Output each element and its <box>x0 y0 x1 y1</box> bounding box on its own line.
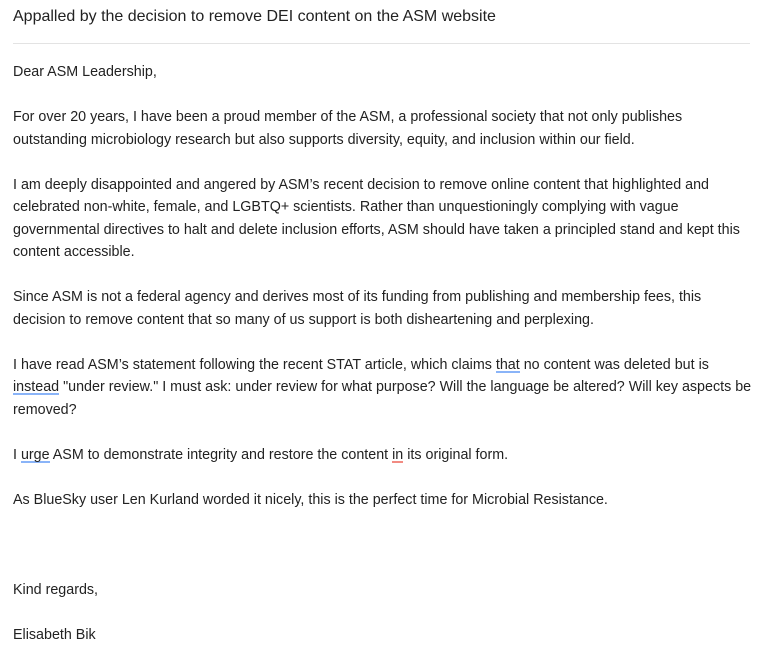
paragraph-4-text-a: I have read ASM’s statement following the recent STAT article, which claims <box>13 356 496 373</box>
email-paragraph-4 <box>13 354 755 422</box>
grammar-suggestion-urge[interactable]: urge <box>20 446 50 463</box>
email-paragraph-6: As BlueSky user Len Kurland worded it nicely, this is the perfect time for Microbial Resistance. <box>13 491 608 508</box>
email-subject[interactable]: Appalled by the decision to remove DEI content on the ASM website <box>13 8 496 25</box>
grammar-suggestion-instead[interactable]: instead <box>13 379 60 395</box>
email-paragraph-3: Since ASM is not a federal agency and derives most of its funding from publishing and membership fees, this decision to remove content that so many of us support is both disheartening and perplexing. <box>13 289 702 328</box>
email-greeting: Dear ASM Leadership, <box>13 64 157 80</box>
email-paragraph-2: I am deeply disappointed and angered by ASM’s recent decision to remove online content that highlighted and celebrated non-white, female, and LGBTQ+ scientists. Rather than unquestioningly complying with vague governmental directives to halt and delete inclusion efforts, ASM should have taken a principled stand and kept this content accessible. <box>13 176 740 260</box>
paragraph-5-text-b: ASM to demonstrate integrity and restore the content <box>49 446 393 463</box>
grammar-suggestion-that[interactable]: that <box>495 356 520 373</box>
paragraph-5-text-c: its original form. <box>403 446 509 463</box>
email-paragraph-5 <box>13 444 755 467</box>
paragraph-5-text-a: I <box>13 446 21 463</box>
paragraph-4-text-c: "under review." I must ask: under review for what purpose? Will the language be altered? Will key aspects be removed? <box>13 379 752 418</box>
email-paragraph-1: For over 20 years, I have been a proud member of the ASM, a professional society that not only publishes outstanding microbiology research but also supports diversity, equity, and inclusion within our field. <box>13 109 683 148</box>
email-body-editor[interactable] <box>13 61 755 669</box>
email-signature: Elisabeth Bik <box>13 626 96 643</box>
email-closing: Kind regards, <box>13 581 99 598</box>
subject-divider <box>13 43 750 44</box>
paragraph-4-text-b: no content was deleted but is <box>519 356 709 373</box>
spelling-suggestion-in[interactable]: in <box>392 446 404 463</box>
